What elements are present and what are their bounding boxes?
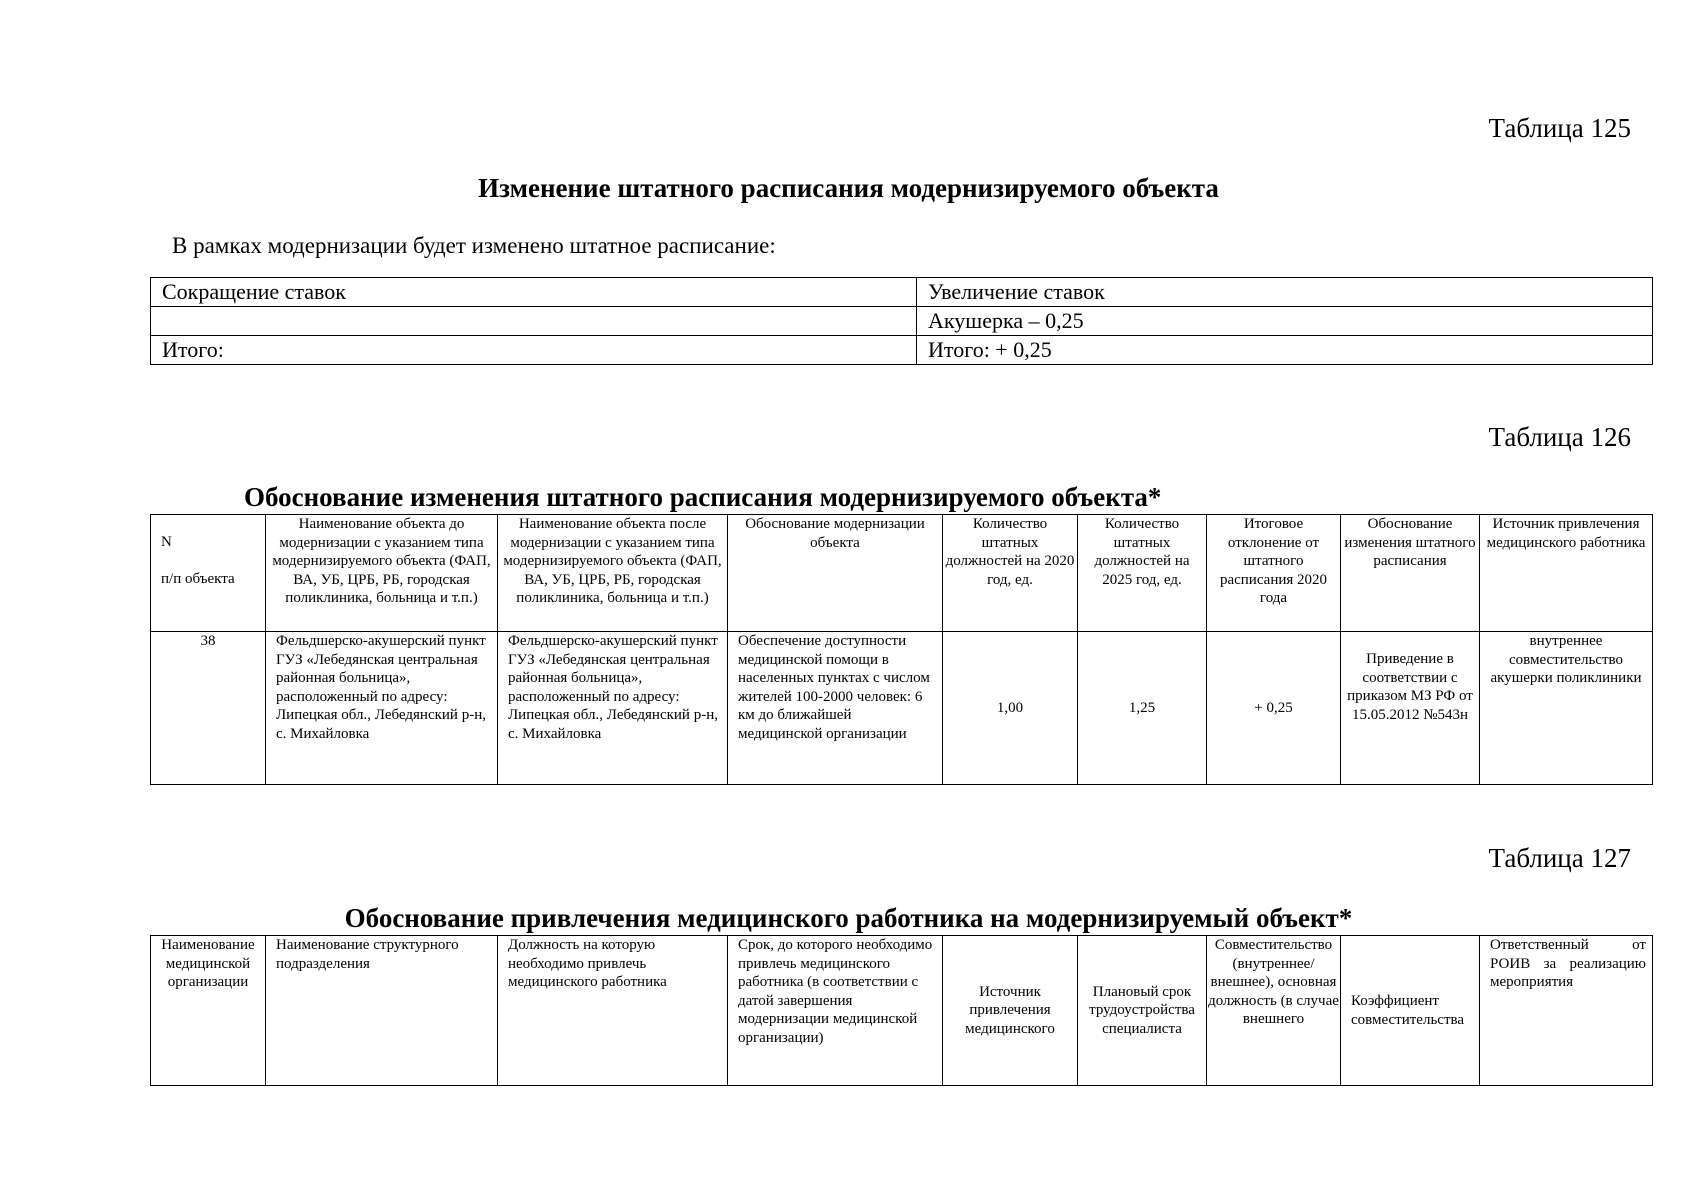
table-cell: Обеспечение доступности медицинской помощи в населенных пунктах с числом жителей 100-2000 человек: 6 км до ближайшей медицинской организации <box>728 632 943 785</box>
table-cell: внутреннее совместительство акушерки поликлиники <box>1480 632 1653 785</box>
column-header-n-sub: п/п объекта <box>161 570 235 587</box>
table-cell <box>498 632 728 785</box>
table-header-row <box>151 515 1653 632</box>
table-cell: Увеличение ставок <box>917 278 1653 307</box>
column-header: Количество штатных должностей на 2025 год, ед. <box>1078 515 1207 632</box>
worker-attraction-table <box>150 935 1653 1086</box>
column-header: Обоснование модернизации объекта <box>728 515 943 632</box>
table-127-title: Обоснование привлечения медицинского работника на модернизируемый объект* <box>344 903 1353 933</box>
column-header: Итоговое отклонение от штатного расписания 2020 года <box>1207 515 1341 632</box>
column-header: Ответственный от РОИВ за реализацию мероприятия <box>1480 936 1653 1086</box>
table-cell: Итого: <box>151 336 917 365</box>
column-header: Срок, до которого необходимо привлечь медицинского работника (в соответствии с датой завершения модернизации медицинской организации) <box>728 936 943 1086</box>
table-cell: Сокращение ставок <box>151 278 917 307</box>
column-header <box>151 515 266 632</box>
column-header: Наименование медицинской организации <box>151 936 266 1086</box>
staffing-justification-table <box>150 514 1653 785</box>
object-after: Фельдшерско-акушерский пункт ГУЗ «Лебедянская центральная районная больница», расположенный по адресу: <box>508 633 718 705</box>
table-cell: 1,25 <box>1078 632 1207 785</box>
object-before-address: Липецкая обл., Лебедянский р-н, с. Михайловка <box>276 707 486 742</box>
object-after-address: Липецкая обл., Лебедянский р-н, с. Михайловка <box>508 707 718 742</box>
column-header: Источник привлечения медицинского <box>943 936 1078 1086</box>
column-header: Количество штатных должностей на 2020 год, ед. <box>943 515 1078 632</box>
table-cell: 1,00 <box>943 632 1078 785</box>
table-125-label: Таблица 125 <box>1488 113 1631 143</box>
table-127-label: Таблица 127 <box>1488 843 1631 873</box>
table-125-title: Изменение штатного расписания модернизируемого объекта <box>478 173 1219 203</box>
column-header: Должность на которую необходимо привлечь медицинского работника <box>498 936 728 1086</box>
column-header: Наименование структурного подразделения <box>266 936 498 1086</box>
column-header: Наименование объекта до модернизации с указанием типа модернизируемого объекта (ФАП, ВА, УБ, ЦРБ, РБ, городская поликлиника, больница и т.п.) <box>266 515 498 632</box>
staffing-change-table <box>150 277 1653 365</box>
table-cell: + 0,25 <box>1207 632 1341 785</box>
column-header: Наименование объекта после модернизации с указанием типа модернизируемого объекта (ФАП, ВА, УБ, ЦРБ, РБ, городская поликлиника, больница и т.п.) <box>498 515 728 632</box>
table-header-row <box>151 936 1653 1086</box>
column-header: Коэффициент совместительства <box>1341 936 1480 1086</box>
column-header: Источник привлечения медицинского работника <box>1480 515 1653 632</box>
column-header: Плановый срок трудоустройства специалиста <box>1078 936 1207 1086</box>
table-row <box>151 278 1653 307</box>
table-125-intro: В рамках модернизации будет изменено штатное расписание: <box>172 233 776 258</box>
column-header-n: N <box>161 534 172 550</box>
table-row <box>151 336 1653 365</box>
object-before: Фельдшерско-акушерский пункт ГУЗ «Лебедянская центральная районная больница», расположенный по адресу: <box>276 633 486 705</box>
table-cell: Акушерка – 0,25 <box>917 307 1653 336</box>
table-cell <box>151 307 917 336</box>
table-126-title: Обоснование изменения штатного расписания модернизируемого объекта* <box>244 482 1162 512</box>
table-cell: Итого: + 0,25 <box>917 336 1653 365</box>
table-126-label: Таблица 126 <box>1488 422 1631 452</box>
table-row <box>151 307 1653 336</box>
table-cell <box>266 632 498 785</box>
column-header: Обоснование изменения штатного расписания <box>1341 515 1480 632</box>
column-header: Совместительство (внутреннее/внешнее), основная должность (в случае внешнего <box>1207 936 1341 1086</box>
table-cell: Приведение в соответствии с приказом МЗ РФ от 15.05.2012 №543н <box>1341 632 1480 785</box>
table-cell: 38 <box>151 632 266 785</box>
table-row <box>151 632 1653 785</box>
